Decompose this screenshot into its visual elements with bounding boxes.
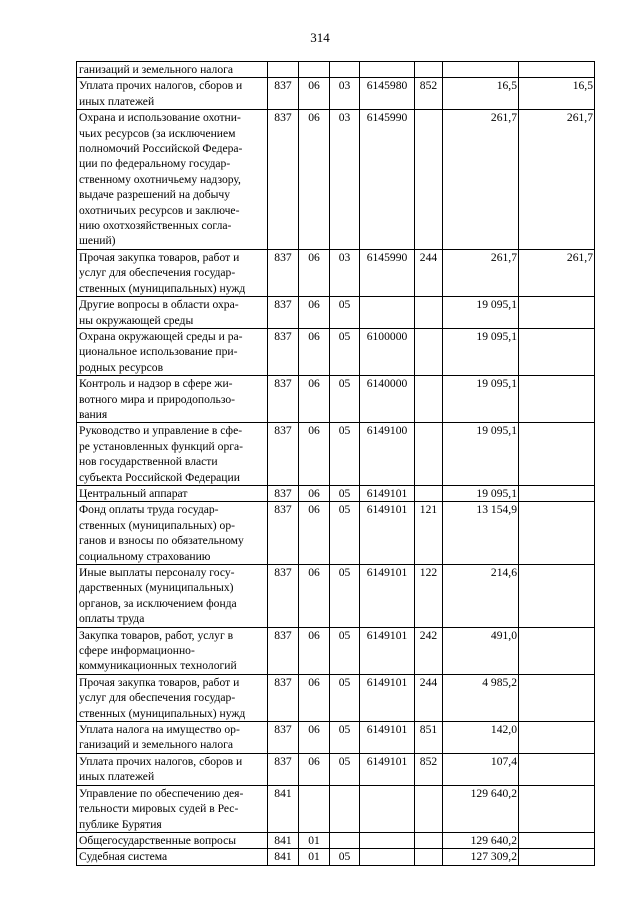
cell-expense-type: 244 [415,674,443,721]
cell-target-article [360,62,415,78]
cell-subsection-code: 05 [330,297,360,329]
cell-subsection-code: 05 [330,376,360,423]
cell-expense-type: 852 [415,753,443,785]
cell-subsection-code: 03 [330,110,360,250]
cell-expense-type [415,297,443,329]
cell-ministry-code: 837 [268,722,299,754]
cell-expense-type: 851 [415,722,443,754]
cell-amount-1: 129 640,2 [443,832,519,848]
cell-section-code: 06 [299,423,330,486]
cell-section-code: 01 [299,849,330,865]
cell-subsection-code: 05 [330,722,360,754]
cell-section-code: 06 [299,328,330,375]
cell-expense-type [415,423,443,486]
cell-amount-2 [519,832,595,848]
cell-section-code: 06 [299,722,330,754]
cell-target-article [360,849,415,865]
cell-subsection-code: 05 [330,627,360,674]
cell-target-article: 6145990 [360,249,415,296]
cell-name: Закупка товаров, работ, услуг в сфере информационно- коммуникационных технологий [77,627,268,674]
cell-amount-1: 142,0 [443,722,519,754]
cell-name: Управление по обеспечению дея- тельности мировых судей в Рес- публике Бурятия [77,785,268,832]
cell-name: Уплата прочих налогов, сборов и иных платежей [77,753,268,785]
cell-expense-type [415,785,443,832]
table-row [77,249,595,296]
table-row [77,485,595,501]
cell-target-article: 6145980 [360,78,415,110]
cell-amount-2 [519,565,595,628]
cell-ministry-code: 837 [268,328,299,375]
cell-amount-2 [519,423,595,486]
cell-ministry-code: 837 [268,502,299,565]
table-row [77,376,595,423]
cell-ministry-code: 837 [268,249,299,296]
cell-expense-type: 121 [415,502,443,565]
cell-amount-1: 19 095,1 [443,485,519,501]
cell-target-article: 6149101 [360,485,415,501]
cell-subsection-code: 05 [330,565,360,628]
cell-name: Охрана и использование охотни- чьих ресурсов (за исключением полномочий Российской Федера- ции по федеральному государ- ственному охотничьему надзору, выдаче разрешений на добычу охотничьих ресурсов и заключе- нию охотхозяйственных согла- шений) [77,110,268,250]
cell-name: Центральный аппарат [77,485,268,501]
cell-subsection-code: 05 [330,423,360,486]
cell-section-code: 06 [299,376,330,423]
cell-ministry-code: 837 [268,674,299,721]
cell-name: Контроль и надзор в сфере жи- вотного мира и природопользо- вания [77,376,268,423]
cell-target-article [360,297,415,329]
cell-amount-1: 13 154,9 [443,502,519,565]
cell-amount-1: 19 095,1 [443,376,519,423]
cell-ministry-code: 837 [268,376,299,423]
table-row [77,423,595,486]
table-row [77,502,595,565]
table-row [77,832,595,848]
cell-ministry-code: 837 [268,565,299,628]
cell-target-article: 6100000 [360,328,415,375]
cell-expense-type [415,485,443,501]
table-row [77,674,595,721]
cell-amount-2 [519,328,595,375]
cell-amount-2 [519,62,595,78]
table-row [77,753,595,785]
cell-amount-1: 19 095,1 [443,297,519,329]
cell-amount-2 [519,849,595,865]
cell-target-article: 6149101 [360,753,415,785]
table-row [77,297,595,329]
cell-name: Прочая закупка товаров, работ и услуг для обеспечения государ- ственных (муниципальных) нужд [77,674,268,721]
cell-amount-2 [519,376,595,423]
cell-subsection-code: 05 [330,753,360,785]
cell-ministry-code: 841 [268,832,299,848]
cell-amount-1: 491,0 [443,627,519,674]
cell-amount-1: 4 985,2 [443,674,519,721]
cell-section-code: 06 [299,297,330,329]
cell-target-article [360,785,415,832]
cell-name: Уплата налога на имущество ор- ганизаций и земельного налога [77,722,268,754]
cell-expense-type [415,376,443,423]
cell-expense-type [415,849,443,865]
cell-target-article: 6149101 [360,502,415,565]
cell-target-article: 6149101 [360,565,415,628]
cell-section-code: 06 [299,110,330,250]
cell-expense-type [415,110,443,250]
cell-target-article [360,832,415,848]
cell-amount-1: 214,6 [443,565,519,628]
cell-name: Другие вопросы в области охра- ны окружающей среды [77,297,268,329]
table-row [77,849,595,865]
cell-section-code: 06 [299,502,330,565]
cell-name: Общегосударственные вопросы [77,832,268,848]
cell-subsection-code: 05 [330,674,360,721]
cell-amount-2 [519,297,595,329]
cell-subsection-code: 03 [330,78,360,110]
cell-name: Прочая закупка товаров, работ и услуг для обеспечения государ- ственных (муниципальных) нужд [77,249,268,296]
cell-subsection-code: 05 [330,502,360,565]
cell-target-article: 6149101 [360,627,415,674]
cell-section-code: 06 [299,78,330,110]
table-row [77,627,595,674]
cell-target-article: 6145990 [360,110,415,250]
cell-name: Иные выплаты персоналу госу- дарственных (муниципальных) органов, за исключением фонда оплаты труда [77,565,268,628]
cell-ministry-code: 837 [268,485,299,501]
cell-amount-1: 127 309,2 [443,849,519,865]
cell-expense-type: 244 [415,249,443,296]
cell-section-code: 06 [299,753,330,785]
table-body [77,62,595,866]
cell-name: Уплата прочих налогов, сборов и иных платежей [77,78,268,110]
cell-ministry-code: 837 [268,110,299,250]
cell-subsection-code [330,785,360,832]
cell-expense-type: 242 [415,627,443,674]
cell-ministry-code: 841 [268,849,299,865]
cell-section-code: 06 [299,249,330,296]
cell-amount-2 [519,785,595,832]
cell-amount-2: 261,7 [519,110,595,250]
cell-section-code: 06 [299,485,330,501]
cell-expense-type: 852 [415,78,443,110]
cell-ministry-code [268,62,299,78]
table-row [77,62,595,78]
cell-amount-1: 107,4 [443,753,519,785]
cell-amount-2: 16,5 [519,78,595,110]
cell-amount-2 [519,502,595,565]
cell-ministry-code: 837 [268,753,299,785]
cell-target-article: 6149100 [360,423,415,486]
cell-amount-1: 261,7 [443,110,519,250]
cell-subsection-code: 05 [330,849,360,865]
cell-name: Судебная система [77,849,268,865]
cell-target-article: 6140000 [360,376,415,423]
cell-name: Охрана окружающей среды и ра- циональное использование при- родных ресурсов [77,328,268,375]
cell-amount-1: 19 095,1 [443,423,519,486]
cell-subsection-code [330,832,360,848]
cell-ministry-code: 837 [268,297,299,329]
cell-section-code: 06 [299,674,330,721]
cell-target-article: 6149101 [360,674,415,721]
cell-amount-1 [443,62,519,78]
table-row [77,565,595,628]
cell-amount-2 [519,722,595,754]
cell-target-article: 6149101 [360,722,415,754]
table-row [77,722,595,754]
cell-name: Руководство и управление в сфе- ре установленных функций орга- нов государственной власти субъекта Российской Федерации [77,423,268,486]
cell-expense-type: 122 [415,565,443,628]
cell-ministry-code: 837 [268,627,299,674]
cell-ministry-code: 841 [268,785,299,832]
table-row [77,110,595,250]
page-number: 314 [310,30,330,45]
cell-amount-2: 261,7 [519,249,595,296]
cell-ministry-code: 837 [268,423,299,486]
cell-amount-1: 261,7 [443,249,519,296]
cell-section-code: 06 [299,565,330,628]
cell-amount-2 [519,674,595,721]
cell-name: Фонд оплаты труда государ- ственных (муниципальных) ор- ганов и взносы по обязательному социальному страхованию [77,502,268,565]
cell-section-code: 01 [299,832,330,848]
cell-amount-1: 19 095,1 [443,328,519,375]
cell-subsection-code: 03 [330,249,360,296]
cell-amount-2 [519,753,595,785]
cell-subsection-code: 05 [330,485,360,501]
cell-amount-2 [519,485,595,501]
cell-name: ганизаций и земельного налога [77,62,268,78]
cell-subsection-code: 05 [330,328,360,375]
table-row [77,785,595,832]
cell-section-code [299,785,330,832]
table-row [77,78,595,110]
cell-expense-type [415,832,443,848]
cell-section-code [299,62,330,78]
budget-table [76,61,595,866]
table-row [77,328,595,375]
cell-amount-1: 16,5 [443,78,519,110]
cell-amount-1: 129 640,2 [443,785,519,832]
cell-expense-type [415,328,443,375]
cell-section-code: 06 [299,627,330,674]
cell-ministry-code: 837 [268,78,299,110]
cell-subsection-code [330,62,360,78]
cell-amount-2 [519,627,595,674]
cell-expense-type [415,62,443,78]
